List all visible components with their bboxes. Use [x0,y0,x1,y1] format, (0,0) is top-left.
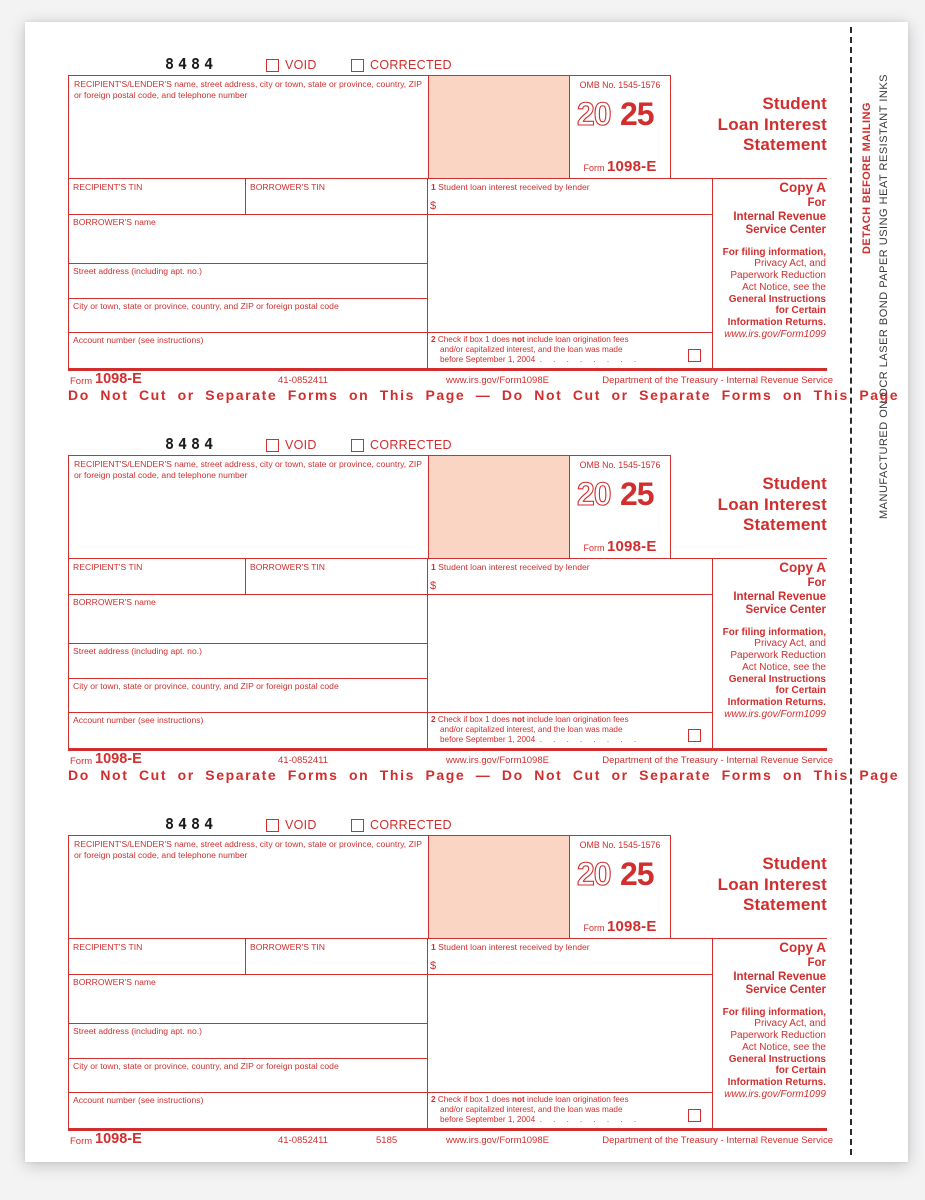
city-state-zip-label: City or town, state or province, country, and ZIP or foreign postal code [73,681,339,691]
box2-checkbox[interactable] [688,729,701,742]
copy-a-column [716,940,826,1101]
form-number-box [570,158,670,175]
borrower-name-field[interactable] [69,228,426,262]
recipient-tin-field[interactable] [69,192,244,213]
form-number-box [570,538,670,555]
copy-a-label: Copy A [779,180,826,195]
title-line-2: Loan Interest [717,114,827,134]
grid-line [68,214,713,215]
copy-a-column [716,180,826,341]
box1-number: 1 [431,182,436,192]
account-number-field[interactable] [69,726,426,747]
borrower-name-field[interactable] [69,988,426,1022]
form-number: 1098-E [606,538,657,555]
borrower-name-field[interactable] [69,608,426,642]
footer-form-number: 1098-E [95,751,142,767]
shaded-cell [428,456,570,558]
form-number: 1098-E [606,918,657,935]
box1-amount-field[interactable] [440,958,710,973]
corrected-label: CORRECTED [370,438,452,452]
title-line-2: Loan Interest [717,494,827,514]
footer-form-word: Form [70,376,93,387]
footer-ein: 41-0852411 [278,1135,329,1146]
form-footer [68,371,833,388]
footer-form-word: Form [70,1136,93,1147]
box2-line-1: 2 Check if box 1 does not include loan origination fees [431,1095,629,1104]
street-address-field[interactable] [69,657,426,677]
form-title [587,474,827,536]
box2-line-1: 2 Check if box 1 does not include loan origination fees [431,335,629,344]
footer-department: Department of the Treasury - Internal Revenue Service [602,1135,833,1146]
recipient-tin-label: RECIPIENT'S TIN [73,562,143,572]
grid-bottom-rule [68,368,827,371]
box1-number: 1 [431,942,436,952]
footer-ein: 41-0852411 [278,375,329,386]
omb-number: OMB No. 1545-1576 [579,80,661,90]
do-not-cut-divider: Do Not Cut or Separate Forms on This Page — Do Not Cut or Separate Forms on This Page [68,387,900,403]
box1-label-text: Student loan interest received by lender [438,562,590,572]
box2-number: 2 [431,335,436,344]
form-word: Form [583,543,605,553]
grid-line [427,178,428,368]
box2-text [431,335,711,364]
city-state-zip-field[interactable] [69,312,426,331]
box1-dollar-sign: $ [430,580,437,592]
void-label: VOID [285,58,317,72]
corrected-label: CORRECTED [370,818,452,832]
form-footer [68,1131,833,1148]
footer-irs-url: www.irs.gov/Form1098E [446,755,549,766]
recipient-tin-label: RECIPIENT'S TIN [73,942,143,952]
copy-a-label: Copy A [779,940,826,955]
box2-line-2: and/or capitalized interest, and the loan was made [440,1104,623,1114]
grid-line [68,263,428,264]
form-number: 1098-E [606,158,657,175]
box1-label [431,942,590,952]
grid-line [68,938,827,939]
form-title [587,94,827,156]
footer-department: Department of the Treasury - Internal Revenue Service [602,375,833,386]
year-bold-digits: 25 [620,856,654,892]
copy-for: For [807,957,826,969]
corrected-checkbox[interactable] [351,439,364,452]
borrower-tin-label: BORROWER'S TIN [250,562,326,572]
void-label: VOID [285,818,317,832]
copy-for: For [807,577,826,589]
grid-line [68,974,713,975]
box1-label-text: Student loan interest received by lender [438,942,590,952]
copy-irs-line: Internal Revenue [733,590,826,603]
account-number-label: Account number (see instructions) [73,1095,204,1105]
void-checkbox[interactable] [266,439,279,452]
footer-ein: 41-0852411 [278,755,329,766]
form-1098e-copy [68,815,833,1164]
form-footer [68,751,833,768]
box1-label-text: Student loan interest received by lender [438,182,590,192]
borrower-tin-label: BORROWER'S TIN [250,182,326,192]
box2-line-3: before September 1, 2004 . . . . . . . . [440,734,641,744]
dot-leaders: . . . . . . . . [539,1114,641,1124]
borrower-name-label: BORROWER'S name [73,597,156,607]
form-word: Form [583,923,605,933]
street-address-label: Street address (including apt. no.) [73,266,202,276]
copy-for: For [807,197,826,209]
year-bold-digits: 25 [620,96,654,132]
corrected-checkbox[interactable] [351,819,364,832]
recipient-lender-label: RECIPIENT'S/LENDER'S name, street address, city or town, state or province, country, ZIP or foreign postal code, and telephone number [74,839,422,860]
perforation-dashed-line [850,27,852,1155]
shaded-cell [428,836,570,938]
print-code: 8484 [165,55,218,73]
recipient-tin-field[interactable] [69,572,244,593]
form-title [587,854,827,916]
grid-line [68,332,713,333]
do-not-cut-divider: Do Not Cut or Separate Forms on This Page — Do Not Cut or Separate Forms on This Page [68,767,900,783]
copy-a-label: Copy A [779,560,826,575]
recipient-lender-box[interactable] [68,835,671,939]
account-number-label: Account number (see instructions) [73,335,204,345]
title-line-3: Statement [743,135,827,154]
grid-line [68,1023,428,1024]
year-outline-digits: 20 [577,856,611,892]
box2-line-2: and/or capitalized interest, and the loan was made [440,344,623,354]
borrower-tin-field[interactable] [246,192,426,213]
recipient-lender-box[interactable] [68,455,671,559]
grid-line [712,178,713,371]
recipient-lender-label: RECIPIENT'S/LENDER'S name, street address, city or town, state or province, country, ZIP or foreign postal code, and telephone number [74,459,422,480]
box1-amount-field[interactable] [440,198,710,213]
grid-line [68,712,713,713]
box2-text [431,715,711,744]
void-group [266,438,317,452]
recipient-tin-label: RECIPIENT'S TIN [73,182,143,192]
account-number-field[interactable] [69,1106,426,1127]
corrected-group [351,818,452,832]
footer-irs-url: www.irs.gov/Form1098E [446,1135,549,1146]
box1-number: 1 [431,562,436,572]
filing-information-block: For filing information, Privacy Act, and Paperwork Reduction Act Notice, see the General Instructions for Certain Information Returns. www.irs.gov/Form1099 [716,247,826,341]
grid-line [68,558,827,559]
box2-checkbox[interactable] [688,349,701,362]
manufactured-on-ocr-paper-text: MANUFACTURED ON OCR LASER BOND PAPER USING HEAT RESISTANT INKS [878,74,890,519]
street-address-field[interactable] [69,1037,426,1057]
year-outline-digits: 20 [577,476,611,512]
void-group [266,818,317,832]
street-address-label: Street address (including apt. no.) [73,646,202,656]
box2-text [431,1095,711,1124]
borrower-tin-field[interactable] [246,572,426,593]
title-line-1: Student [762,854,827,873]
corrected-group [351,58,452,72]
borrower-name-label: BORROWER'S name [73,977,156,987]
year-bold-digits: 25 [620,476,654,512]
grid-line [68,678,428,679]
recipient-lender-box[interactable] [68,75,671,179]
box1-label [431,562,590,572]
omb-number: OMB No. 1545-1576 [579,840,661,850]
shaded-cell [428,76,570,178]
void-group [266,58,317,72]
footer-department: Department of the Treasury - Internal Revenue Service [602,755,833,766]
grid-line [68,594,713,595]
account-number-label: Account number (see instructions) [73,715,204,725]
city-state-zip-label: City or town, state or province, country, and ZIP or foreign postal code [73,301,339,311]
copy-irs-line: Internal Revenue [733,970,826,983]
form1099-url: www.irs.gov/Form1099 [724,1089,826,1101]
footer-form-number: 1098-E [95,371,142,387]
filing-information-block: For filing information, Privacy Act, and Paperwork Reduction Act Notice, see the General Instructions for Certain Information Returns. www.irs.gov/Form1099 [716,627,826,721]
form-word: Form [583,163,605,173]
year-outline-digits: 20 [577,96,611,132]
grid-line [427,938,428,1128]
footer-form-number: 1098-E [95,1131,142,1147]
void-label: VOID [285,438,317,452]
grid-line [712,938,713,1131]
void-checkbox[interactable] [266,59,279,72]
box1-dollar-sign: $ [430,960,437,972]
grid-bottom-rule [68,1128,827,1131]
footer-code: 5185 [376,1135,398,1146]
box2-line-2: and/or capitalized interest, and the loan was made [440,724,623,734]
grid-line [68,298,428,299]
copy-a-column [716,560,826,721]
footer-irs-url: www.irs.gov/Form1098E [446,375,549,386]
footer-form-word: Form [70,756,93,767]
account-number-field[interactable] [69,346,426,367]
form-number-box [570,918,670,935]
box2-line-3: before September 1, 2004 . . . . . . . . [440,354,641,364]
city-state-zip-label: City or town, state or province, country, and ZIP or foreign postal code [73,1061,339,1071]
omb-number: OMB No. 1545-1576 [579,460,661,470]
borrower-name-label: BORROWER'S name [73,217,156,227]
void-checkbox[interactable] [266,819,279,832]
title-line-1: Student [762,474,827,493]
dot-leaders: . . . . . . . . [539,734,641,744]
print-code: 8484 [165,815,218,833]
recipient-lender-label: RECIPIENT'S/LENDER'S name, street address, city or town, state or province, country, ZIP or foreign postal code, and telephone number [74,79,422,100]
city-state-zip-field[interactable] [69,1072,426,1091]
city-state-zip-field[interactable] [69,692,426,711]
copy-service-center-line: Service Center [745,604,826,616]
copy-service-center-line: Service Center [745,984,826,996]
box2-line-3: before September 1, 2004 . . . . . . . . [440,1114,641,1124]
filing-information-block: For filing information, Privacy Act, and Paperwork Reduction Act Notice, see the General Instructions for Certain Information Returns. www.irs.gov/Form1099 [716,1007,826,1101]
borrower-tin-field[interactable] [246,952,426,973]
paper-sheet [25,22,908,1162]
print-code: 8484 [165,435,218,453]
corrected-checkbox[interactable] [351,59,364,72]
corrected-group [351,438,452,452]
title-line-3: Statement [743,515,827,534]
box2-line-1: 2 Check if box 1 does not include loan origination fees [431,715,629,724]
grid-line [68,643,428,644]
copy-service-center-line: Service Center [745,224,826,236]
box1-amount-field[interactable] [440,578,710,593]
grid-line [68,1058,428,1059]
borrower-tin-label: BORROWER'S TIN [250,942,326,952]
recipient-tin-field[interactable] [69,952,244,973]
title-line-1: Student [762,94,827,113]
box2-checkbox[interactable] [688,1109,701,1122]
corrected-label: CORRECTED [370,58,452,72]
form1099-url: www.irs.gov/Form1099 [724,329,826,341]
grid-bottom-rule [68,748,827,751]
form-1098e-copy [68,435,900,784]
grid-line [427,558,428,748]
box2-number: 2 [431,1095,436,1104]
box1-label [431,182,590,192]
grid-line [712,558,713,751]
box1-dollar-sign: $ [430,200,437,212]
detach-before-mailing-text: DETACH BEFORE MAILING [861,102,873,254]
copy-irs-line: Internal Revenue [733,210,826,223]
grid-line [68,1092,713,1093]
form1099-url: www.irs.gov/Form1099 [724,709,826,721]
street-address-label: Street address (including apt. no.) [73,1026,202,1036]
title-line-3: Statement [743,895,827,914]
box2-number: 2 [431,715,436,724]
grid-line [68,178,827,179]
street-address-field[interactable] [69,277,426,297]
dot-leaders: . . . . . . . . [539,354,641,364]
title-line-2: Loan Interest [717,874,827,894]
